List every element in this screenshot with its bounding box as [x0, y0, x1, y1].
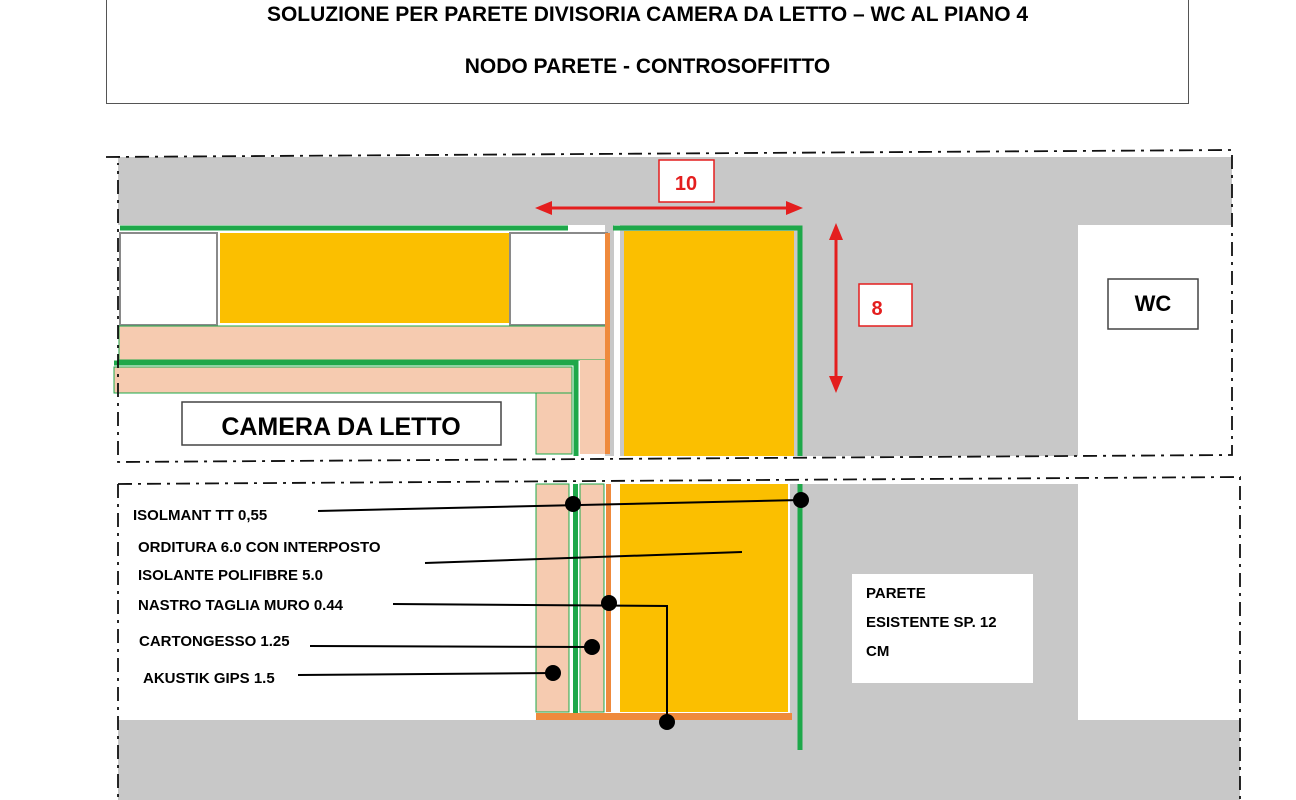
legend-nastro: NASTRO TAGLIA MURO 0.44 [138, 597, 344, 614]
bedroom-label: CAMERA DA LETTO [221, 413, 461, 441]
dimension-box-vertical [859, 284, 912, 326]
legend-akustik: AKUSTIK GIPS 1.5 [143, 670, 275, 687]
concrete-floor [118, 720, 1240, 800]
callout-dot-isolmant-2 [793, 492, 809, 508]
callout-dot-akustik [545, 665, 561, 681]
existing-wall-line-1: PARETE [866, 585, 926, 602]
ceiling-insulation [220, 233, 510, 323]
title-line-1: SOLUZIONE PER PARETE DIVISORIA CAMERA DA LETTO – WC AL PIANO 4 [266, 3, 1029, 26]
dimension-vertical-value: 8 [871, 298, 883, 320]
existing-wall-line-2: ESISTENTE SP. 12 [866, 614, 997, 631]
tape-strip-upper [605, 233, 610, 454]
membrane-wall-lower-left [573, 484, 578, 716]
dimension-horizontal-value: 10 [674, 173, 698, 195]
ceiling-gypsum-board-1 [119, 326, 607, 360]
legend-isolmant: ISOLMANT TT 0,55 [133, 507, 268, 524]
wc-area-lower [1078, 484, 1238, 720]
legend-orditura-line-1: ORDITURA 6.0 CON INTERPOSTO [138, 539, 381, 556]
callout-dot-nastro-1 [601, 595, 617, 611]
title-line-2: NODO PARETE - CONTROSOFFITTO [464, 55, 831, 78]
ceiling-profile-left [120, 233, 217, 325]
wall-gypsum-stub-upper [536, 393, 572, 454]
legend-cartongesso: CARTONGESSO 1.25 [139, 633, 290, 650]
callout-dot-nastro-2 [659, 714, 675, 730]
callout-line-cartongesso [310, 646, 592, 647]
upper-section [106, 150, 1232, 462]
wall-insulation-lower [620, 484, 788, 712]
wall-gypsum-board-lower [580, 484, 604, 712]
legend-orditura-line-2: ISOLANTE POLIFIBRE 5.0 [138, 567, 324, 584]
wall-gypsum-upper-2 [580, 360, 608, 454]
wall-insulation-upper [624, 231, 794, 456]
existing-wall-line-3: CM [866, 643, 890, 660]
ceiling-profile-right [510, 233, 607, 325]
wall-gap-upper [614, 225, 620, 456]
ceiling-gypsum-board-2 [114, 367, 572, 393]
wc-area-upper [1078, 225, 1232, 456]
callout-line-akustik [298, 673, 553, 675]
callout-dot-isolmant-1 [565, 496, 581, 512]
wc-label: WC [1134, 291, 1172, 316]
callout-dot-cartongesso [584, 639, 600, 655]
